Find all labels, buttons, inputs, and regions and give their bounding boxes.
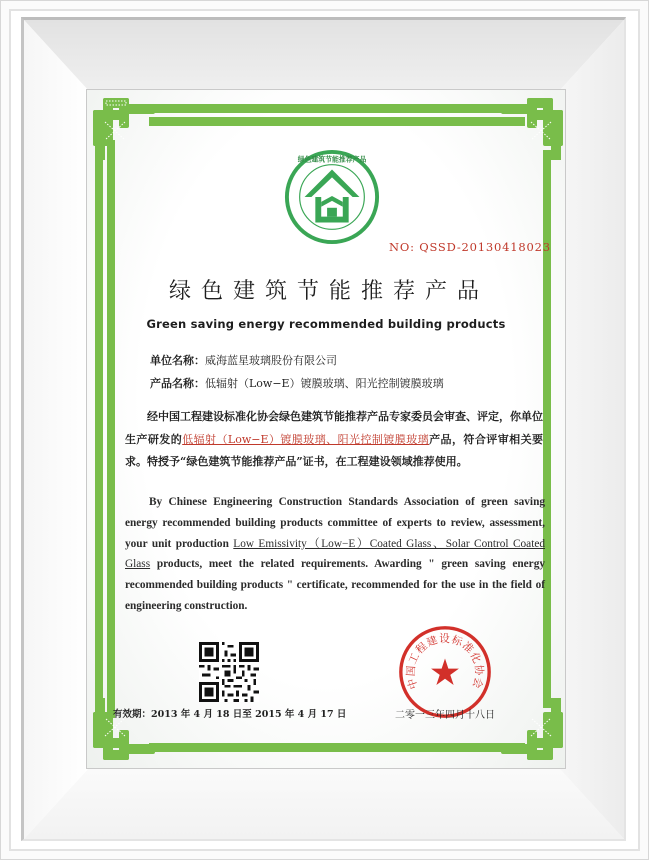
- product-value: 低辐射（Low−E）镀膜玻璃、阳光控制镀膜玻璃: [205, 377, 444, 390]
- border-left-inner: [107, 150, 115, 708]
- certificate: [86, 89, 566, 769]
- body-chinese: [125, 406, 543, 474]
- svg-text:中国工程建设标准化协会: 中国工程建设标准化协会: [404, 633, 486, 691]
- body-cn-part1: 经中国工程建设标准化协会绿色建筑节能推荐产品专家委员会审查、评定，你单位生产研发的: [125, 410, 543, 446]
- body-en-part2: products, meet the related requirements. Awarding " green saving energy recommended building products " certificate, recommended for the use in the field of engineering construction.: [125, 558, 545, 612]
- border-top-inner: [149, 117, 525, 126]
- border-bottom: [149, 743, 525, 752]
- corner-ornament-icon: [501, 698, 565, 762]
- green-building-logo: [283, 148, 381, 246]
- company-label: 单位名称：: [150, 354, 205, 367]
- issue-date: 二零一三年四月十八日: [395, 710, 495, 721]
- title-english: Green saving energy recommended building products: [146, 317, 506, 331]
- corner-ornament-icon: [91, 96, 155, 160]
- body-english: [125, 492, 545, 617]
- body-cn-part2: 产品，符合评审相关要求。特授予“绿色建筑节能推荐产品”证书，在工程建设领域推荐使用。: [125, 432, 544, 468]
- product-label: 产品名称：: [150, 377, 205, 390]
- corner-ornament-icon: [501, 96, 565, 160]
- company-line: [150, 352, 337, 368]
- validity-period: 有效期：2013 年 4 月 18 日至 2015 年 4 月 17 日: [113, 709, 347, 720]
- svg-text:绿色建筑节能推荐产品: 绿色建筑节能推荐产品: [297, 155, 367, 164]
- border-right: [543, 150, 551, 708]
- body-en-product: Low Emissivity（Low−E）Coated Glass、Solar Control Coated Glass: [125, 537, 545, 571]
- certificate-number: NO: QSSD-20130418023: [389, 240, 551, 254]
- house-icon: [283, 148, 381, 246]
- border-top-outer: [149, 104, 525, 113]
- product-line: [150, 375, 444, 391]
- body-en-part1: By Chinese Engineering Construction Standards Association of green saving energy recommended building products committee of experts to review, assessment, your unit production: [125, 496, 545, 550]
- qr-code-icon: [199, 642, 259, 702]
- title-chinese: 绿色建筑节能推荐产品: [168, 279, 489, 304]
- company-value: 威海蓝星玻璃股份有限公司: [205, 354, 337, 367]
- border-left-outer: [95, 150, 103, 708]
- star-icon: [431, 659, 459, 685]
- body-cn-product: 低辐射（Low−E）镀膜玻璃、阳光控制镀膜玻璃: [182, 432, 430, 446]
